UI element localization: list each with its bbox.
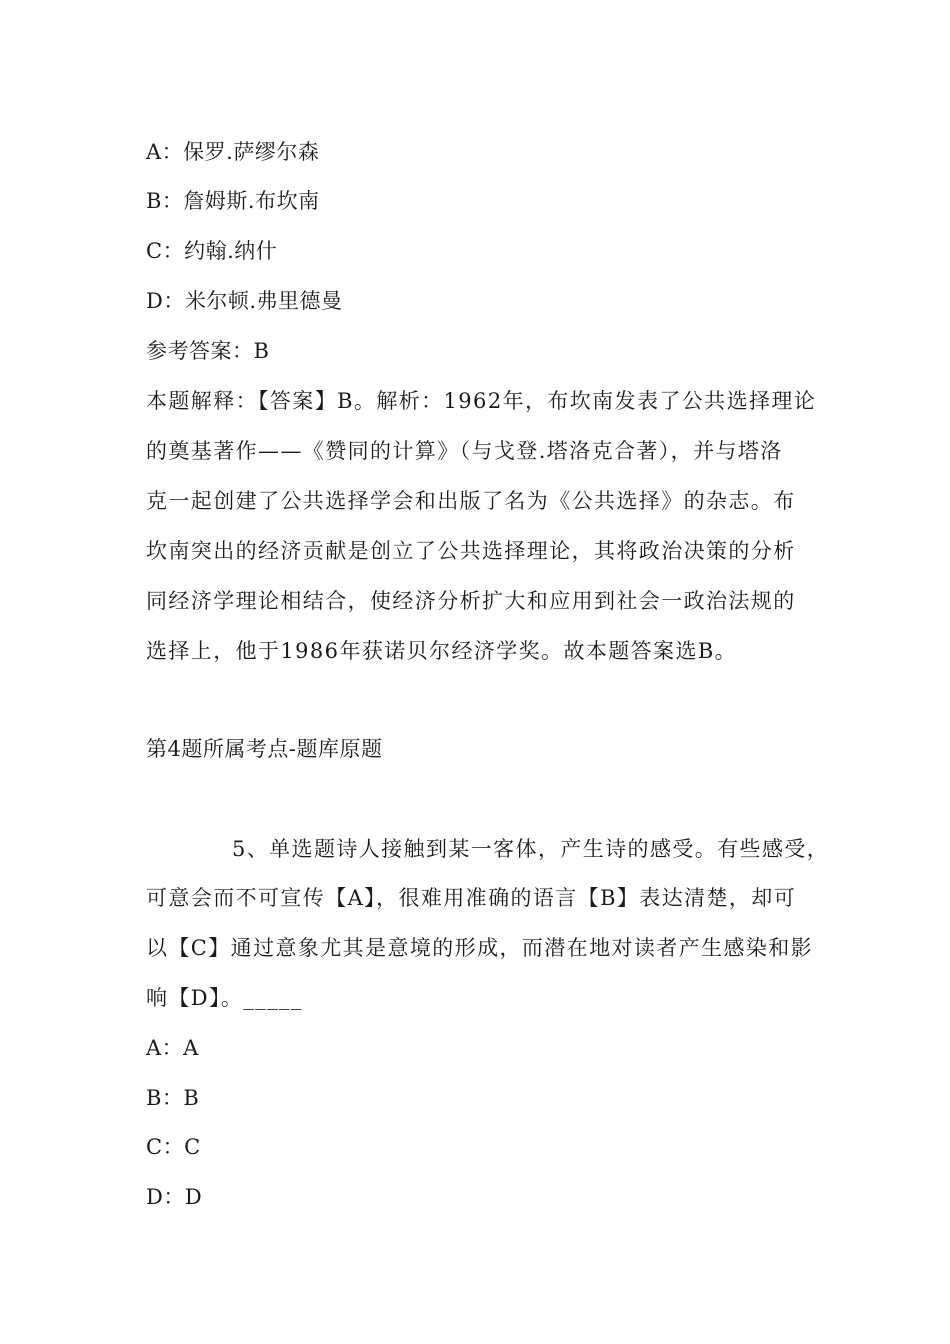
q5-option-a: A：A	[146, 1036, 199, 1060]
reference-answer: 参考答案：B	[146, 339, 270, 363]
q5-option-b: B：B	[146, 1086, 200, 1110]
question-stem-line: 可意会而不可宣传【A】，很难用准确的语言【B】表达清楚，却可	[146, 886, 797, 910]
section-label: 第4题所属考点-题库原题	[146, 737, 383, 761]
explanation-line: 坎南突出的经济贡献是创立了公共选择理论，其将政治决策的分析	[146, 539, 796, 563]
explanation-line: 克一起创建了公共选择学会和出版了名为《公共选择》的杂志。布	[146, 489, 796, 513]
q5-option-c: C：C	[146, 1135, 201, 1159]
explanation-line: 的奠基著作——《赞同的计算》（与戈登.塔洛克合著），并与塔洛	[146, 439, 783, 463]
option-b: B：詹姆斯.布坎南	[146, 189, 320, 213]
question-stem-line: 5、单选题诗人接触到某一客体，产生诗的感受。有些感受，	[232, 837, 830, 861]
option-d: D：米尔顿.弗里德曼	[146, 289, 343, 313]
explanation-line: 本题解释：【答案】B。解析：1962年，布坎南发表了公共选择理论	[146, 389, 817, 413]
question-stem-line: 响【D】。_____	[146, 986, 303, 1010]
question-stem-line: 以【C】通过意象尤其是意境的形成，而潜在地对读者产生感染和影	[146, 936, 814, 960]
option-c: C：约翰.纳什	[146, 239, 278, 263]
option-a: A：保罗.萨缪尔森	[146, 140, 320, 164]
explanation-line: 选择上，他于1986年获诺贝尔经济学奖。故本题答案选B。	[146, 639, 738, 663]
explanation-line: 同经济学理论相结合，使经济分析扩大和应用到社会一政治法规的	[146, 589, 796, 613]
q5-option-d: D：D	[146, 1185, 203, 1209]
